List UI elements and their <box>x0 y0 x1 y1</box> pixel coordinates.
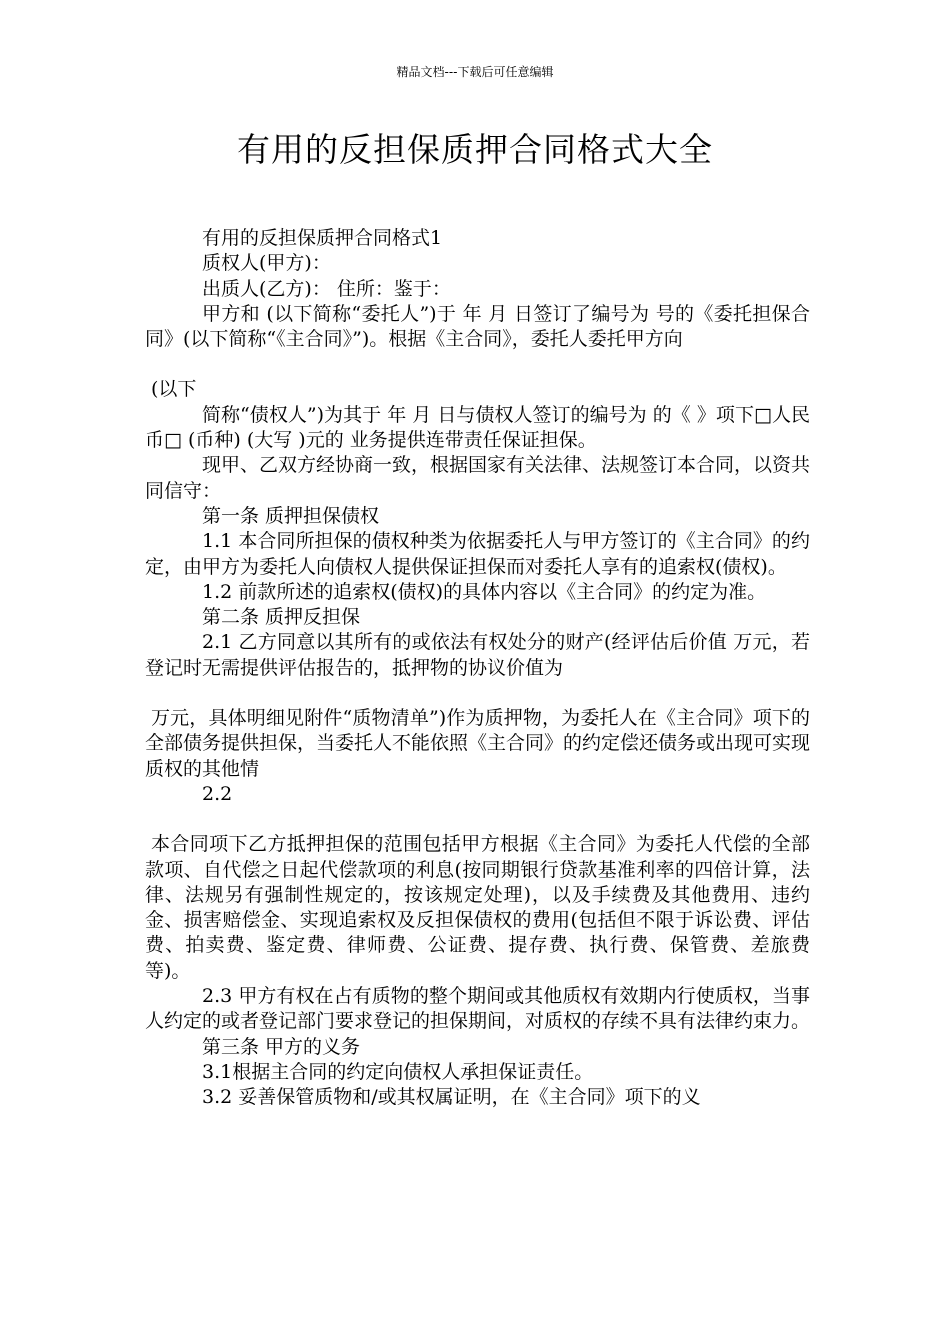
document-body <box>145 226 810 1111</box>
contract-heading: 有用的反担保质押合同格式1 <box>202 227 443 249</box>
clause-1-2: 1.2 前款所述的追索权(债权)的具体内容以《主合同》的约定为准。 <box>202 580 767 603</box>
header-note: 精品文档---下载后可任意编辑 <box>396 65 554 79</box>
recital-continuation: 简称“债权人”)为其于 年 月 日与债权人签订的编号为 的《 》项下□人民币□ (币种) (大写 )元的 业务提供连带责任保证担保。 <box>145 403 810 452</box>
article-3-heading: 第三条 甲方的义务 <box>202 1035 361 1058</box>
spacer <box>145 807 810 832</box>
pledgee-line: 质权人(甲方)： <box>202 252 331 275</box>
article-1-heading: 第一条 质押担保债权 <box>202 504 380 527</box>
recital-fragment: (以下 <box>151 378 197 401</box>
recital-paragraph: 甲方和 (以下简称“委托人”)于 年 月 日签订了编号为 号的《委托担保合同》(以下简称“《主合同》”)。根据《主合同》，委托人委托甲方向 <box>145 302 810 351</box>
spacer <box>145 681 810 706</box>
agreement-paragraph: 现甲、乙双方经协商一致，根据国家有关法律、法规签订本合同，以资共同信守： <box>145 454 811 502</box>
pledgor-line: 出质人(乙方)： 住所：鉴于： <box>202 277 451 300</box>
clause-2-2-number: 2.2 <box>202 782 233 805</box>
spacer <box>145 352 810 377</box>
clause-2-1-continuation: 万元，具体明细见附件“质物清单”)作为质押物，为委托人在《主合同》项下的全部债务提供担保，当委托人不能依照《主合同》的约定偿还债务或出现可实现质权的其他情 <box>145 707 811 780</box>
clause-1-1: 1.1 本合同所担保的债权种类为依据委托人与甲方签订的《主合同》的约定，由甲方为委托人向债权人提供保证担保而对委托人享有的追索权(债权)。 <box>145 530 810 578</box>
clause-2-1: 2.1 乙方同意以其所有的或依法有权处分的财产(经评估后价值 万元，若登记时无需提供评估报告的，抵押物的协议价值为 <box>145 631 810 679</box>
clause-2-2-body: 本合同项下乙方抵押担保的范围包括甲方根据《主合同》为委托人代偿的全部款项、自代偿之日起代偿款项的利息(按同期银行贷款基准利率的四倍计算，法律、法规另有强制性规定的，按该规定处理)，以及手续费及其他费用、违约金、损害赔偿金、实现追索权及反担保债权的费用(包括但不限于诉讼费、评估费、拍卖费、鉴定费、律师费、公证费、提存费、执行费、保管费、差旅费等)。 <box>145 833 810 982</box>
article-2-heading: 第二条 质押反担保 <box>202 606 361 629</box>
clause-3-2: 3.2 妥善保管质物和/或其权属证明，在《主合同》项下的义 <box>202 1086 701 1109</box>
document-title: 有用的反担保质押合同格式大全 <box>237 130 713 169</box>
clause-3-1: 3.1根据主合同的约定向债权人承担保证责任。 <box>202 1060 594 1083</box>
clause-2-3: 2.3 甲方有权在占有质物的整个期间或其他质权有效期内行使质权，当事人约定的或者登记部门要求登记的担保期间，对质权的存续不具有法律约束力。 <box>145 985 811 1033</box>
